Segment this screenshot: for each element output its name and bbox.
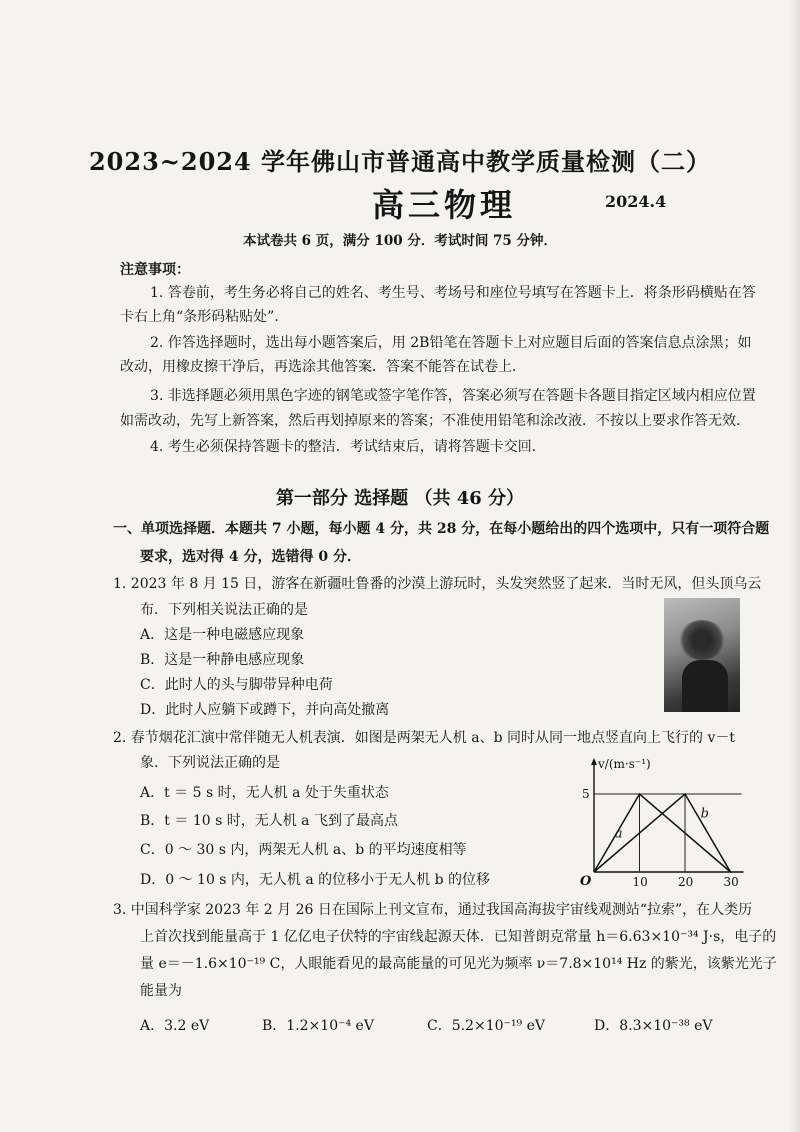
notice-line: 1. 答卷前，考生务必将自己的姓名、考生号、考场号和座位号填写在答题卡上．将条形码横贴在答 (150, 285, 756, 301)
q3-stem-cont: 量 e＝－1.6×10⁻¹⁹ C，人眼能看见的最高能量的可见光为频率 ν＝7.8×10¹⁴ Hz 的紫光，该紫光光子 (140, 956, 777, 972)
x-tick-label: 20 (678, 875, 694, 889)
q3-stem-cont: 能量为 (140, 983, 182, 999)
q3-option-b: B．1.2×10⁻⁴ eV (262, 1018, 374, 1034)
q3-stem-cont: 上首次找到能量高于 1 亿亿电子伏特的宇宙线起源天体．已知普朗克常量 h＝6.63×10⁻³⁴ J·s，电子的 (140, 929, 777, 945)
subject-title: 高三物理 (372, 186, 517, 224)
exam-title: 2023~2024 学年佛山市普通高中教学质量检测（二） (88, 147, 712, 176)
q2-stem-cont: 象．下列说法正确的是 (140, 755, 280, 771)
q1-option-d: D．此时人应躺下或蹲下，并向高处撤离 (140, 702, 390, 718)
q2-option-d: D．0 ～ 10 s 内，无人机 a 的位移小于无人机 b 的位移 (140, 872, 491, 888)
notice-line: 卡右上角“条形码粘贴处”． (120, 309, 289, 325)
y-tick-label: 5 (582, 787, 590, 801)
part-heading: 第一部分 选择题 （共 46 分） (275, 488, 525, 509)
q1-option-a: A．这是一种电磁感应现象 (140, 627, 305, 643)
hair-standing-photo (664, 598, 740, 712)
q1-option-b: B．这是一种静电感应现象 (140, 652, 305, 668)
notice-line: 4. 考生必须保持答题卡的整洁．考试结束后，请将答题卡交回． (150, 439, 546, 455)
x-tick-label: 10 (632, 875, 648, 889)
series-b-label: b (700, 806, 709, 822)
q2-option-a: A．t ＝ 5 s 时，无人机 a 处于失重状态 (140, 785, 389, 801)
q3-option-c: C．5.2×10⁻¹⁹ eV (427, 1018, 545, 1034)
notice-line: 2. 作答选择题时，选出每小题答案后，用 2B铅笔在答题卡上对应题目后面的答案信息点涂黑；如 (150, 335, 752, 351)
section-instructions: 一、单项选择题．本题共 7 小题，每小题 4 分，共 28 分，在每小题给出的四个选项中，只有一项符合题 (113, 521, 770, 537)
exam-info: 本试卷共 6 页，满分 100 分．考试时间 75 分钟． (242, 233, 558, 249)
q1-option-c: C．此时人的头与脚带异种电荷 (140, 677, 333, 693)
notice-line: 改动，用橡皮擦干净后，再选涂其他答案．答案不能答在试卷上． (120, 359, 526, 375)
section-instructions-cont: 要求，选对得 4 分，选错得 0 分． (140, 549, 361, 565)
q2-option-c: C．0 ～ 30 s 内，两架无人机 a、b 的平均速度相等 (140, 842, 467, 858)
y-axis-arrow (591, 758, 597, 765)
q1-stem: 1. 2023 年 8 月 15 日，游客在新疆吐鲁番的沙漠上游玩时，头发突然竖了起来．当时无风，但头顶乌云 (113, 576, 762, 592)
exam-date: 2024.4 (605, 192, 667, 211)
q2-option-b: B．t ＝ 10 s 时，无人机 a 飞到了最高点 (140, 813, 398, 829)
q1-stem-cont: 布．下列相关说法正确的是 (140, 602, 308, 618)
x-tick-label: 30 (723, 875, 739, 889)
q2-stem: 2. 春节烟花汇演中常伴随无人机表演．如图是两架无人机 a、b 同时从同一地点竖直向上飞行的 v－t (113, 730, 735, 746)
q3-stem: 3. 中国科学家 2023 年 2 月 26 日在国际上刊文宣布，通过我国高海拔宇宙线观测站“拉索”，在人类历 (113, 902, 753, 918)
notice-heading: 注意事项： (120, 262, 190, 278)
notice-line: 如需改动，先写上新答案，然后再划掉原来的答案；不准使用铅笔和涂改液．不按以上要求作答无效． (120, 413, 750, 429)
vt-graph (578, 752, 748, 897)
series-a-label: a (614, 826, 623, 842)
origin-label: O (580, 874, 592, 889)
q3-option-d: D．8.3×10⁻³⁸ eV (594, 1018, 713, 1034)
notice-line: 3. 非选择题必须用黑色字迹的钢笔或签字笔作答，答案必须写在答题卡各题目指定区域内相应位置 (150, 388, 756, 404)
q3-option-a: A．3.2 eV (140, 1018, 210, 1034)
y-axis-label: v/(m·s⁻¹) (598, 757, 651, 771)
